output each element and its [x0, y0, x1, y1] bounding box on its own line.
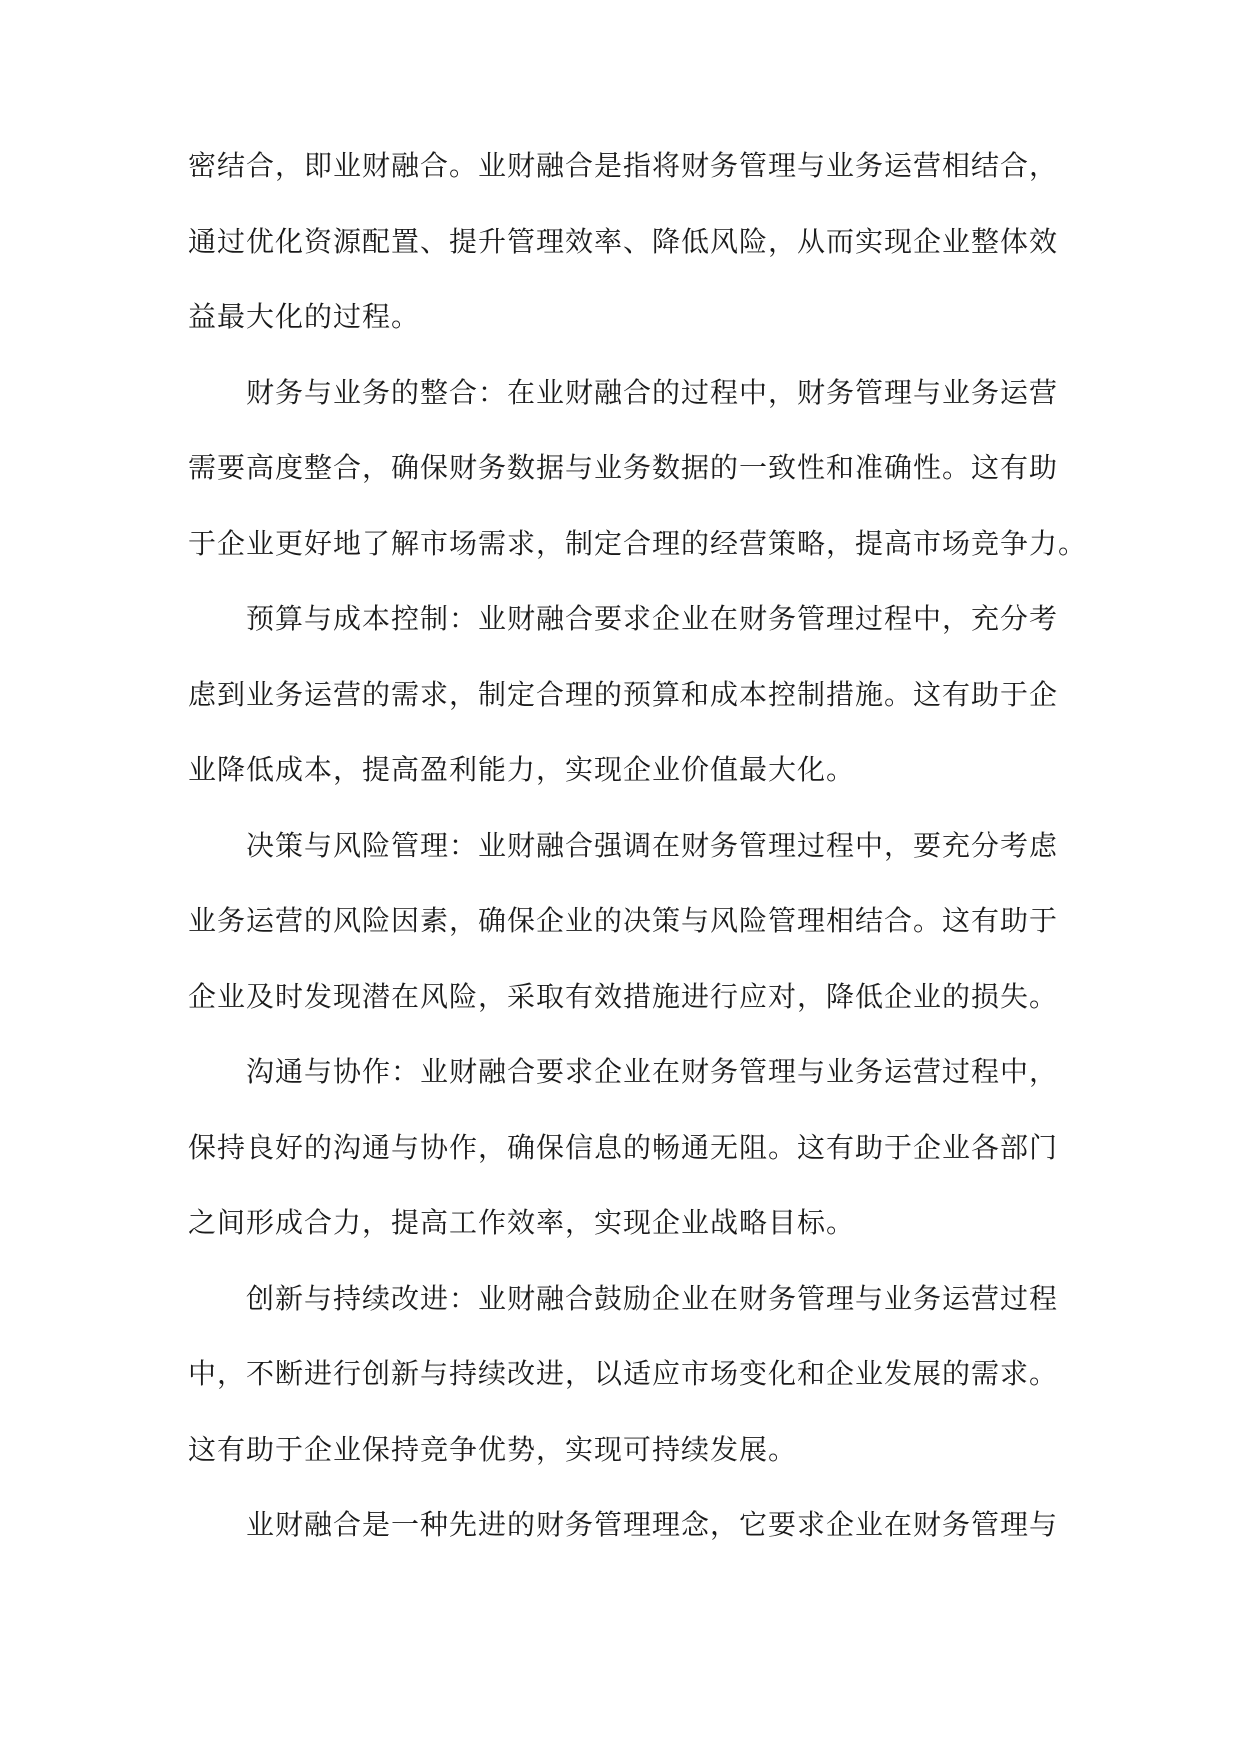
paragraph-first-line: 业财融合是一种先进的财务管理理念，它要求企业在财务管理与: [246, 1508, 1059, 1541]
text-line: 企业及时发现潜在风险，采取有效措施进行应对，降低企业的损失。: [188, 979, 1059, 1013]
paragraph-first-line: 决策与风险管理：业财融合强调在财务管理过程中，要充分考虑: [246, 828, 1059, 862]
text-line: 于企业更好地了解市场需求，制定合理的经营策略，提高市场竞争力。: [188, 526, 1088, 560]
text-line: 业降低成本，提高盈利能力，实现企业价值最大化。: [188, 753, 856, 786]
paragraph-first-line: 财务与业务的整合：在业财融合的过程中，财务管理与业务运营: [246, 375, 1059, 409]
text-line: 中，不断进行创新与持续改进，以适应市场变化和企业发展的需求。: [188, 1357, 1059, 1390]
text-line: 这有助于企业保持竞争优势，实现可持续发展。: [188, 1432, 798, 1466]
text-line: 密结合，即业财融合。业财融合是指将财务管理与业务运营相结合，: [188, 149, 1059, 182]
text-line: 虑到业务运营的需求，制定合理的预算和成本控制措施。这有助于企: [188, 677, 1059, 711]
paragraph-first-line: 创新与持续改进：业财融合鼓励企业在财务管理与业务运营过程: [246, 1281, 1059, 1315]
paragraph-first-line: 预算与成本控制：业财融合要求企业在财务管理过程中，充分考: [246, 602, 1059, 635]
text-line: 需要高度整合，确保财务数据与业务数据的一致性和准确性。这有助: [188, 451, 1059, 484]
text-line: 益最大化的过程。: [188, 300, 421, 333]
paragraph-first-line: 沟通与协作：业财融合要求企业在财务管理与业务运营过程中，: [246, 1055, 1059, 1088]
text-line: 通过优化资源配置、提升管理效率、降低风险，从而实现企业整体效: [188, 224, 1059, 258]
text-line: 业务运营的风险因素，确保企业的决策与风险管理相结合。这有助于: [188, 904, 1059, 937]
body-text: [188, 128, 1088, 1563]
text-line: 保持良好的沟通与协作，确保信息的畅通无阻。这有助于企业各部门: [188, 1130, 1059, 1164]
text-line: 之间形成合力，提高工作效率，实现企业战略目标。: [188, 1206, 856, 1239]
